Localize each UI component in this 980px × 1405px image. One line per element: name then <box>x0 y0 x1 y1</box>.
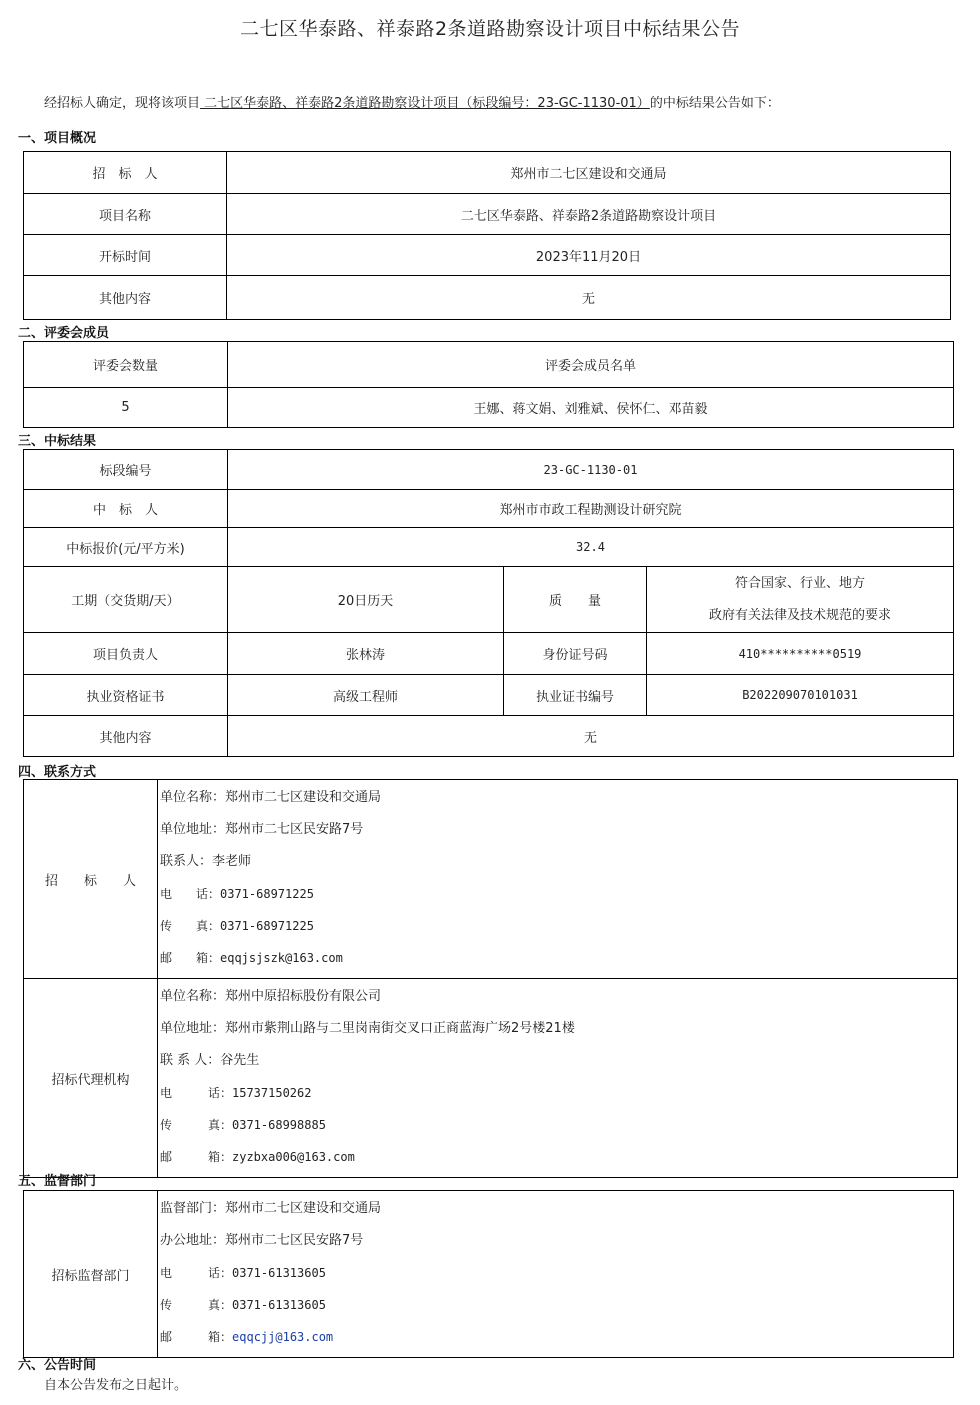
committee-names: 王娜、蒋文娟、刘雅斌、侯怀仁、邓苗毅 <box>228 388 954 428</box>
table-row <box>24 235 951 276</box>
table-row <box>24 528 954 567</box>
period-label: 工期（交货期/天） <box>24 567 228 633</box>
cert-label: 执业资格证书 <box>24 675 228 716</box>
table-row <box>24 780 958 979</box>
winner-value: 郑州市市政工程勘测设计研究院 <box>228 490 954 528</box>
tenderer-line: 单位名称：郑州市二七区建设和交通局 <box>160 790 382 805</box>
section-heading-notice-time: 六、公告时间 <box>18 1358 97 1373</box>
table-row <box>24 450 954 490</box>
tenderer-line: 联系人：李老师 <box>160 854 252 869</box>
intro-prefix: 经招标人确定，现将该项目 <box>44 96 201 111</box>
table-row <box>24 194 951 235</box>
overview-label: 招 标 人 <box>24 152 227 194</box>
table-row <box>24 675 954 716</box>
overview-value: 郑州市二七区建设和交通局 <box>227 152 951 194</box>
table-row <box>24 979 958 1178</box>
table-row <box>24 633 954 675</box>
section-heading-committee: 二、评委会成员 <box>18 326 110 341</box>
contacts-table <box>23 779 958 1178</box>
quality-line-1: 符合国家、行业、地方 <box>734 575 865 591</box>
page-title: 二七区华泰路、祥泰路2条道路勘察设计项目中标结果公告 <box>239 18 741 40</box>
supervision-line: 传 真：0371-61313605 <box>160 1298 326 1312</box>
section-heading-result: 三、中标结果 <box>18 434 97 449</box>
section-no-value: 23-GC-1130-01 <box>228 450 954 490</box>
quality-line-2: 政府有关法律及技术规范的要求 <box>708 607 891 623</box>
overview-value: 无 <box>227 276 951 320</box>
supervision-email-prefix: 邮 箱： <box>160 1330 233 1344</box>
overview-value: 二七区华泰路、祥泰路2条道路勘察设计项目 <box>227 194 951 235</box>
overview-table <box>23 151 951 320</box>
supervision-table <box>23 1190 954 1358</box>
tenderer-line: 传 真：0371-68971225 <box>160 919 314 933</box>
cert-value: 高级工程师 <box>228 675 504 716</box>
tenderer-line: 单位地址：郑州市二七区民安路7号 <box>160 822 364 837</box>
price-label: 中标报价(元/平方米) <box>24 528 228 567</box>
table-row <box>24 716 954 757</box>
cert-no-label: 执业证书编号 <box>504 675 647 716</box>
overview-label: 开标时间 <box>24 235 227 276</box>
committee-count: 5 <box>24 388 228 428</box>
result-table <box>23 449 954 757</box>
table-row <box>24 152 951 194</box>
agency-line: 电 话：15737150262 <box>160 1086 312 1100</box>
table-row <box>24 1191 954 1358</box>
supervision-line: 电 话：0371-61313605 <box>160 1266 326 1280</box>
id-value: 410**********0519 <box>647 633 954 675</box>
agency-line: 单位名称：郑州中原招标股份有限公司 <box>160 989 382 1004</box>
committee-count-header: 评委会数量 <box>24 342 228 388</box>
winner-label: 中 标 人 <box>24 490 228 528</box>
committee-table <box>23 341 954 428</box>
quality-value <box>647 567 954 633</box>
table-row <box>24 388 954 428</box>
manager-label: 项目负责人 <box>24 633 228 675</box>
cert-no-value: B202209070101031 <box>647 675 954 716</box>
tenderer-details <box>158 780 958 979</box>
manager-value: 张林涛 <box>228 633 504 675</box>
section-no-label: 标段编号 <box>24 450 228 490</box>
supervision-line: 办公地址：郑州市二七区民安路7号 <box>160 1233 364 1248</box>
supervision-details <box>158 1191 954 1358</box>
intro-paragraph <box>44 92 780 111</box>
notice-time-text: 自本公告发布之日起计。 <box>44 1378 188 1393</box>
period-value: 20日历天 <box>228 567 504 633</box>
agency-line: 邮 箱：zyzbxa006@163.com <box>160 1150 355 1164</box>
table-row <box>24 276 951 320</box>
table-row <box>24 490 954 528</box>
intro-project: 二七区华泰路、祥泰路2条道路勘察设计项目（标段编号：23-GC-1130-01） <box>200 96 650 111</box>
tenderer-line: 邮 箱：eqqjsjszk@163.com <box>160 951 343 965</box>
supervision-line: 监督部门：郑州市二七区建设和交通局 <box>160 1201 382 1216</box>
supervision-email-link[interactable]: eqqcjj@163.com <box>232 1330 334 1344</box>
overview-value: 2023年11月20日 <box>227 235 951 276</box>
supervision-email-line <box>160 1325 951 1357</box>
agency-line: 单位地址：郑州市紫荆山路与二里岗南街交叉口正商蓝海广场2号楼21楼 <box>160 1021 575 1036</box>
section-heading-supervision: 五、监督部门 <box>18 1174 97 1189</box>
other-value: 无 <box>228 716 954 757</box>
agency-label: 招标代理机构 <box>24 979 158 1178</box>
intro-suffix: 的中标结果公告如下： <box>649 96 780 111</box>
price-value: 32.4 <box>228 528 954 567</box>
id-label: 身份证号码 <box>504 633 647 675</box>
table-row <box>24 567 954 633</box>
overview-label: 其他内容 <box>24 276 227 320</box>
section-heading-overview: 一、项目概况 <box>18 131 97 146</box>
overview-label: 项目名称 <box>24 194 227 235</box>
agency-line: 联 系 人：谷先生 <box>160 1053 260 1068</box>
agency-line: 传 真：0371-68998885 <box>160 1118 326 1132</box>
agency-details <box>158 979 958 1178</box>
supervision-label: 招标监督部门 <box>24 1191 158 1358</box>
section-heading-contacts: 四、联系方式 <box>18 765 97 780</box>
committee-names-header: 评委会成员名单 <box>228 342 954 388</box>
tenderer-line: 电 话：0371-68971225 <box>160 887 314 901</box>
quality-label: 质 量 <box>504 567 647 633</box>
tenderer-label: 招 标 人 <box>24 780 158 979</box>
other-label: 其他内容 <box>24 716 228 757</box>
table-row <box>24 342 954 388</box>
